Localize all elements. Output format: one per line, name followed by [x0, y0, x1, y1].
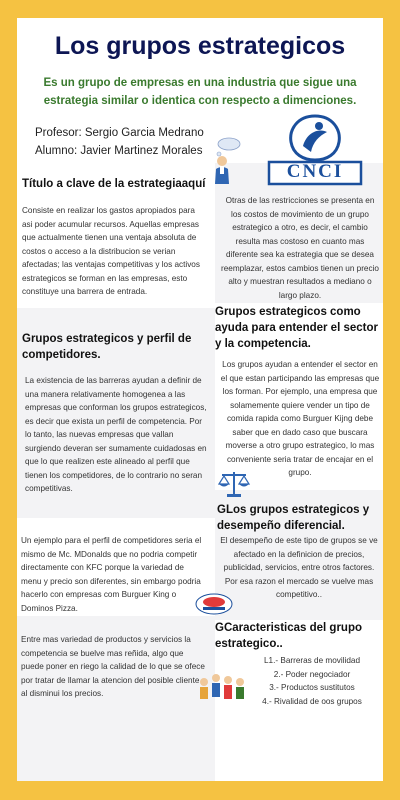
- section2-heading: Grupos estrategicos y perfil de competidores.: [22, 333, 192, 361]
- section-right2-heading: Grupos estrategicos como ayuda para entender el sector y la competencia.: [215, 306, 378, 350]
- section1-body: Consiste en realizar los gastos apropiados para asi poder acumular recursos. Aquellas empresas que actualmente tienen una ventaja absoluta de costos o acceso a la distribucion se verian afectadas; las ventajas competitivas y los activos estrategicos se forman en las empresas, esto constituye una barrera de entrada.: [22, 206, 200, 296]
- page-title: Los grupos estrategicos: [54, 32, 346, 60]
- profesor-line: Profesor: Sergio Garcia Medrano: [35, 127, 204, 139]
- alumno-line: Alumno: Javier Martinez Morales: [35, 145, 203, 157]
- section-right2-body: Los grupos ayudan a entender el sector en el que estan participando las empresas que los forman. Por ejemplo, una empresa que solamemente quiere vender un tipo de comida rapida como Burguer Kijng debe saber que en dado caso que buscara moverse a otro grupo estrategico, lo mas conveniente seria tratar de encajar en el grupo.: [220, 360, 380, 477]
- list-item: 2.- Poder negociador: [273, 669, 351, 679]
- cnci-logo: [267, 112, 363, 186]
- section1-heading: Título a clave de la estrategiaaquí: [22, 178, 206, 190]
- cnci-logo-text: CNCI: [286, 161, 344, 182]
- section-right3-heading: GLos grupos estrategicos y desempeño diferencial.: [217, 504, 370, 532]
- scales-icon: [217, 468, 251, 498]
- list-item: 3.- Productos sustitutos: [269, 683, 355, 692]
- section-right1-body: Otras de las restricciones se presenta en los costos de movimiento de un grupo estrategico a otro, es decir, el cambio resulta mas costoso en cuanto mas diferente sea ka estrategia que se desea reemplazar, estos cambios tienen un precio alto y muestran resultados a mediano o largo plazo.: [221, 196, 379, 300]
- section2-body: La existencia de las barreras ayudan a definir de una manera relativamente homogenea a las empresas que conforman los grupos estrategicos, es decir que exista un perfil de competencia. Por lo tanto, las nuevas empresas que vallan surgiendo deveran ser sumamente cuidadosas en que lo que realizen este alineado al perfil que tienen los competidores, de lo contrario no seran competitivas.: [25, 376, 207, 493]
- section4-body: Entre mas variedad de productos y servicios la competencia se buelve mas reñida, algo que puede poner en riego la calidad de lo que se ofece por tratar de llamar la atencion del posible cliente al disminui los precios.: [21, 635, 205, 698]
- list-item: L1.- Barreras de movilidad: [263, 656, 361, 665]
- page-subtitle: Es un grupo de empresas en una industria que sigue una estrategia similar o identica con respecto a dimenciones.: [43, 77, 357, 107]
- section3-body: Un ejemplo para el perfil de competidores seria el mismo de Mc. MDonalds que no podria competir directamente con KFC porque la variedad de menu y precio son diferentes, sin embargo podria hacerlo con empresas com Burguer King o Dominos Pizza.: [21, 536, 202, 613]
- characteristics-list: [247, 654, 377, 708]
- author-block: [35, 124, 204, 160]
- section-right3-body: El desempeño de este tipo de grupos se ve afectado en la definicion de precios, publicidad, servicios, entre otros factores. Por esa razon el mercado se vuelve mas competitivo..: [220, 536, 378, 599]
- fast-food-logo-icon: [195, 593, 233, 615]
- infographic-sheet: [17, 18, 383, 781]
- section-right4-heading: GCaracteristicas del grupo estrategico..: [215, 622, 362, 650]
- list-item: 4.- Rivalidad de oos grupos: [262, 696, 362, 706]
